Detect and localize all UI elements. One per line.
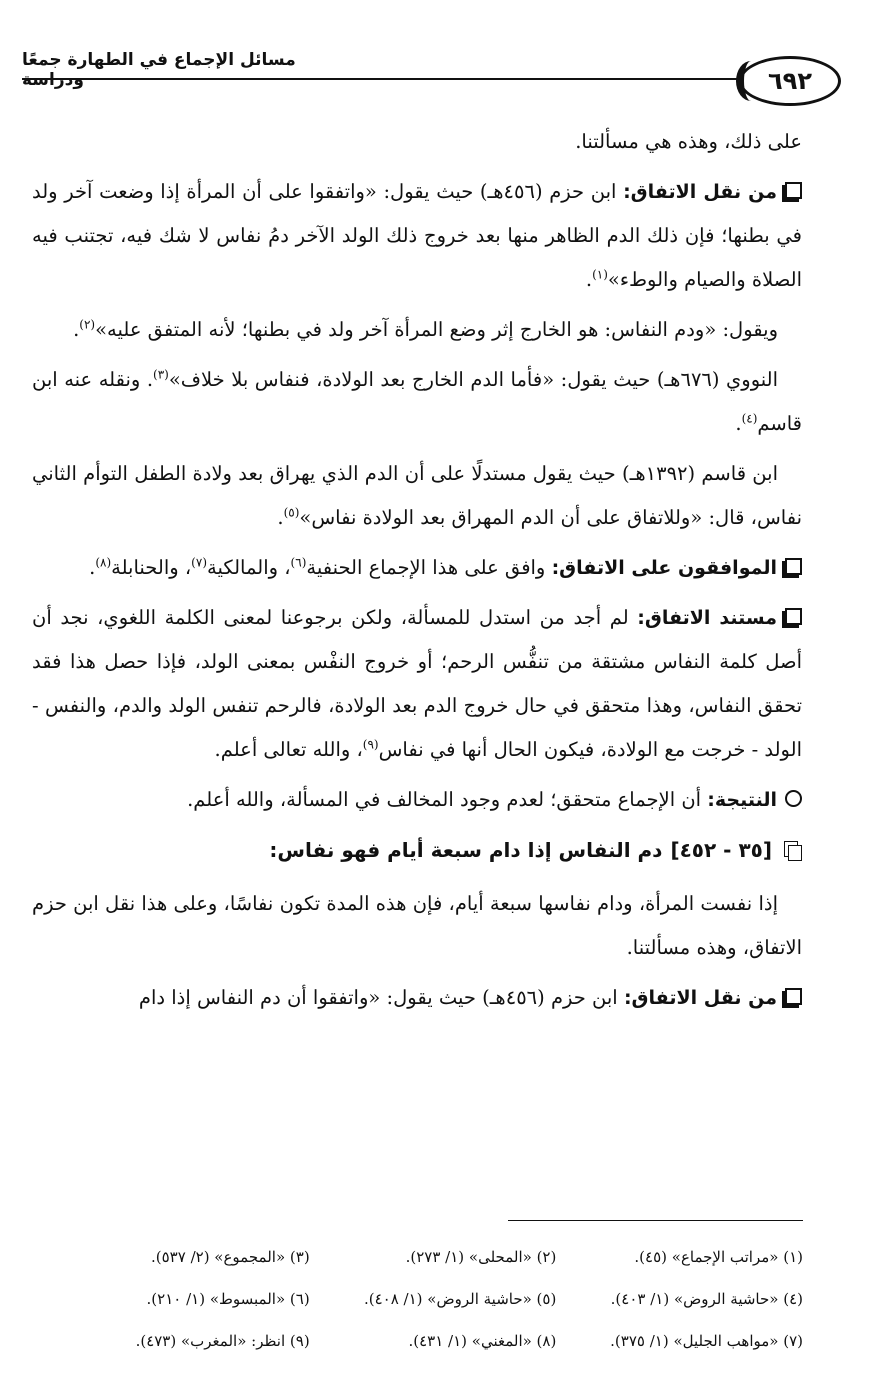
paragraph-3-tail: . bbox=[73, 318, 80, 341]
paragraph-6-text: ، والمالكية bbox=[207, 556, 291, 579]
paragraph-4-mid: . ونقله عنه ابن قاسم bbox=[32, 368, 802, 435]
paragraph-2: من نقل الاتفاق: ابن حزم (٤٥٦هـ) حيث يقول: «واتفقوا على أن المرأة إذا وضعت آخر ولد في بطنها؛ فإن ذلك الدم الظاهر منها بعد خروج ذلك الولد الآخر دمُ نفاس لا شك فيه، تجتنب فيه الصلاة والصيام والوطء»$^{(١)}$. bbox=[32, 180, 802, 291]
paragraph-10-text: ابن حزم (٤٥٦هـ) حيث يقول: «واتفقوا أن دم النفاس إذا دام bbox=[138, 986, 618, 1009]
footnote-ref: (٥) bbox=[283, 505, 300, 520]
footnote: (٥) «حاشية الروض» (١/ ٤٠٨). bbox=[363, 1290, 557, 1308]
paragraph-4-text: النووي (٦٧٦هـ) حيث يقول: «فأما الدم الخارج بعد الولادة، فنفاس بلا خلاف» bbox=[168, 368, 779, 391]
square-bullet-icon bbox=[785, 988, 802, 1005]
label-transmitters: من نقل الاتفاق: bbox=[623, 181, 777, 203]
paragraph-3 bbox=[32, 308, 802, 352]
paragraph-6-tail: . bbox=[89, 556, 96, 579]
section-heading bbox=[32, 828, 802, 872]
footnote: (٢) «المحلى» (١/ ٢٧٣). bbox=[405, 1248, 557, 1266]
paragraph-6 bbox=[32, 546, 802, 590]
main-text bbox=[32, 120, 802, 1026]
footnote: (٣) «المجموع» (٢/ ٥٣٧). bbox=[151, 1248, 310, 1266]
footnote-ref: (١) bbox=[592, 267, 608, 282]
paragraph-9: إذا نفست المرأة، ودام نفاسها سبعة أيام، فإن هذه المدة تكون نفاسًا، وعلى هذا نقل ابن حزم الاتفاق، وهذه مسألتنا. bbox=[32, 892, 802, 959]
footnote: (١) «مراتب الإجماع» (٤٥). bbox=[634, 1248, 803, 1266]
label-result: النتيجة: bbox=[707, 789, 777, 811]
square-bullet-icon bbox=[785, 608, 802, 625]
section-number: [٣٥ - ٤٥٢] bbox=[670, 838, 772, 862]
stacked-pages-icon bbox=[784, 841, 802, 859]
footnote: (٦) «المبسوط» (١/ ٢١٠). bbox=[146, 1290, 310, 1308]
paragraph-3-text: ويقول: «ودم النفاس: هو الخارج إثر وضع المرأة آخر ولد في بطنها؛ لأنه المتفق عليه» bbox=[95, 318, 778, 341]
running-title: مسائل الإجماع في الطهارة جمعًا ودراسة bbox=[22, 50, 296, 90]
footnotes bbox=[73, 1236, 803, 1362]
paragraph-10 bbox=[32, 976, 802, 1020]
header-rule bbox=[22, 78, 779, 80]
paragraph-7 bbox=[32, 596, 802, 772]
footnote: (٨) «المغني» (١/ ٤٣١). bbox=[408, 1332, 557, 1350]
footnote: (٧) «مواهب الجليل» (١/ ٣٧٥). bbox=[610, 1332, 803, 1350]
label-agreeing: الموافقون على الاتفاق: bbox=[551, 557, 777, 579]
paragraph-7-text: لم أجد من استدل للمسألة، ولكن برجوعنا لمعنى الكلمة اللغوي، نجد أن أصل كلمة النفاس مشتقة من تنفُّس الرحم؛ أو خروج النفْس بمعنى الولد، فإذا حصل هذا فقد تحقق النفاس، وهذا متحقق في حال خروج الدم بعد الولادة، فالرحم تنفس الولد والدم، والنفس - الولد - خرجت مع الولادة، فيكون الحال أنها في نفاس bbox=[32, 606, 802, 761]
paragraph-4 bbox=[32, 358, 802, 446]
paragraph-4-tail: . bbox=[735, 412, 742, 435]
paragraph-2-text: ابن حزم (٤٥٦هـ) حيث يقول: «واتفقوا على أن المرأة إذا وضعت آخر ولد في بطنها؛ فإن ذلك الدم الظاهر منها بعد خروج ذلك الولد الآخر دمُ نفاس لا شك فيه، تجتنب فيه الصلاة والصيام والوطء» bbox=[32, 180, 802, 291]
paragraph-7-tail: ، والله تعالى أعلم. bbox=[214, 738, 363, 761]
paragraph-5-tail: . bbox=[277, 506, 284, 529]
footnote-ref: (٢) bbox=[79, 317, 96, 332]
footnote-ref: (٣) bbox=[153, 367, 169, 382]
label-basis: مستند الاتفاق: bbox=[637, 607, 777, 629]
footnote-ref: (٨) bbox=[95, 555, 112, 570]
paragraph-6-text: وافق على هذا الإجماع الحنفية bbox=[306, 556, 546, 579]
footnote-ref: (٦) bbox=[290, 555, 307, 570]
page-number: ٦٩٢ bbox=[739, 56, 841, 106]
paragraph-6-text: ، والحنابلة bbox=[111, 556, 192, 579]
paragraph-8 bbox=[32, 778, 802, 822]
label-transmitters: من نقل الاتفاق: bbox=[623, 987, 777, 1009]
paragraph-5 bbox=[32, 452, 802, 540]
footnote: (٤) «حاشية الروض» (١/ ٤٠٣). bbox=[610, 1290, 803, 1308]
square-bullet-icon bbox=[785, 558, 802, 575]
square-bullet-icon bbox=[785, 182, 802, 199]
footnote: (٩) انظر: «المغرب» (٤٧٣). bbox=[135, 1332, 310, 1350]
footnote-rule bbox=[508, 1220, 803, 1221]
circle-bullet-icon bbox=[785, 790, 802, 807]
footnote-ref: (٩) bbox=[362, 737, 379, 752]
section-title: دم النفاس إذا دام سبعة أيام فهو نفاس: bbox=[269, 838, 663, 862]
footnote-ref: (٤) bbox=[741, 411, 758, 426]
paragraph-1: على ذلك، وهذه هي مسألتنا. bbox=[575, 130, 802, 153]
footnote-ref: (٧) bbox=[191, 555, 207, 570]
paragraph-8-text: أن الإجماع متحقق؛ لعدم وجود المخالف في المسألة، والله أعلم. bbox=[187, 788, 702, 811]
paragraph-5-text: ابن قاسم (١٣٩٢هـ) حيث يقول مستدلًا على أن الدم الذي يهراق بعد ولادة الطفل التوأم الثاني نفاس، قال: «وللاتفاق على أن الدم المهراق بعد الولادة نفاس» bbox=[32, 462, 802, 529]
